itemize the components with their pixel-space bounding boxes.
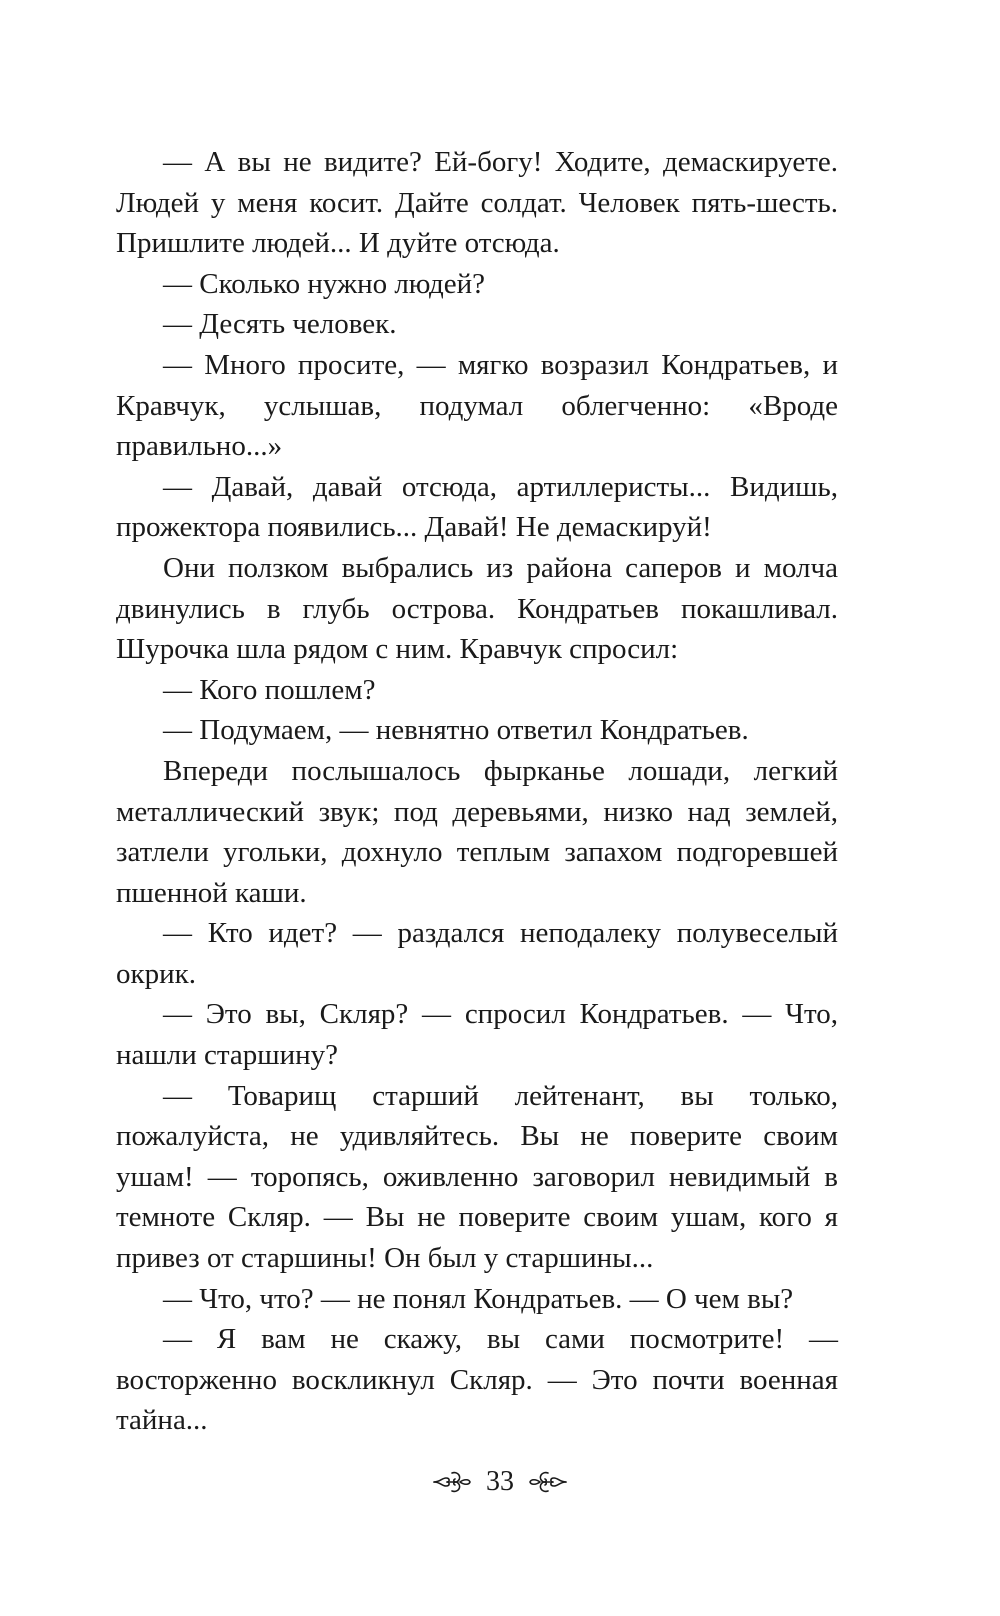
page-text: [116, 142, 838, 1441]
fleuron-icon: [528, 1469, 568, 1495]
paragraph: — Я вам не скажу, вы сами посмотрите! — восторженно воскликнул Скляр. — Это почти военная тайна...: [116, 1323, 838, 1437]
paragraph: — Подумаем, — невнятно ответил Кондратьев.: [163, 714, 749, 747]
paragraph: Впереди послышалось фырканье лошади, легкий металлический звук; под деревьями, низко над землей, затлели угольки, дохнуло теплым запахом подгоревшей пшенной каши.: [116, 754, 838, 909]
paragraph: — Давай, давай отсюда, артиллеристы... Видишь, прожектора появились... Давай! Не демаскируй!: [116, 470, 838, 544]
paragraph: — Десять человек.: [163, 308, 397, 341]
paragraph: — Товарищ старший лейтенант, вы только, пожалуйста, не удивляйтесь. Вы не поверите своим ушам! — торопясь, оживленно заговорил невидимый в темноте Скляр. — Вы не поверите своим ушам, кого я привез от старшины! Он был у старшины...: [116, 1079, 838, 1275]
paragraph: — Сколько нужно людей?: [163, 267, 486, 300]
paragraph: — Кто идет? — раздался неподалеку полувеселый окрик.: [116, 917, 838, 990]
paragraph: — А вы не видите? Ей-богу! Ходите, демаскируете. Людей у меня косит. Дайте солдат. Человек пять-шесть. Пришлите людей... И дуйте отсюда.: [116, 146, 838, 260]
fleuron-icon: [432, 1469, 472, 1495]
paragraph: — Что, что? — не понял Кондратьев. — О чем вы?: [163, 1282, 794, 1315]
page-number: 33: [486, 1466, 514, 1497]
paragraph: Они ползком выбрались из района саперов и молча двинулись в глубь острова. Кондратьев покашливал. Шурочка шла рядом с ним. Кравчук спросил:: [116, 551, 838, 666]
paragraph: — Много просите, — мягко возразил Кондратьев, и Кравчук, услышав, подумал облегченно: «Вроде правильно...»: [116, 348, 838, 463]
paragraph: — Кого пошлем?: [163, 673, 376, 706]
paragraph: — Это вы, Скляр? — спросил Кондратьев. — Что, нашли старшину?: [116, 998, 838, 1072]
page-footer: [0, 1466, 1000, 1498]
